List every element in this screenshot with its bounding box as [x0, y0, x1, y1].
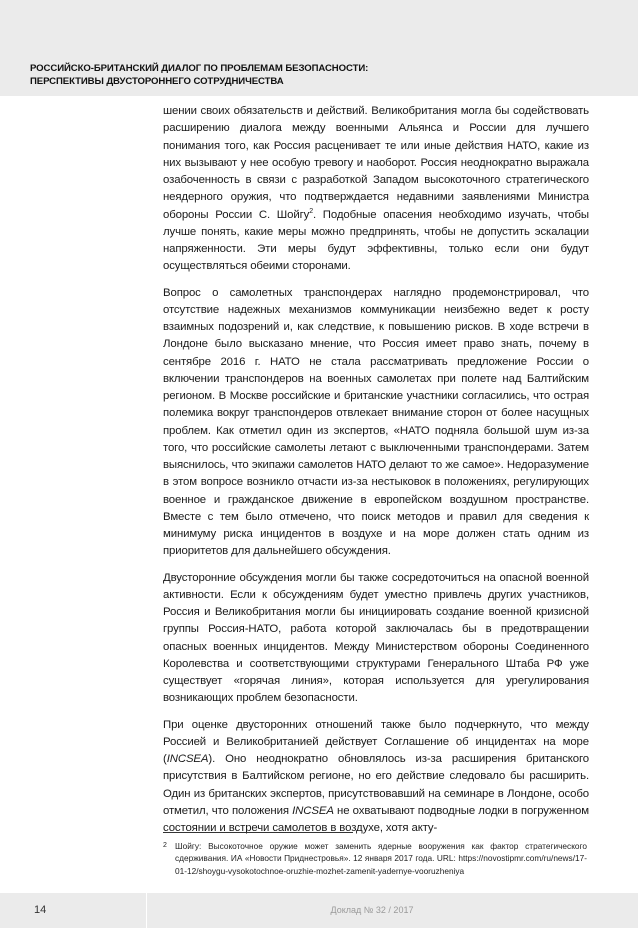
paragraph-2: Вопрос о самолетных транспондерах наглядно продемонстрировал, что отсутствие надежных механизмов коммуникации неизбежно ведет к росту взаимных подозрений и, как следствие, к повышению рисков. В ходе встречи в Лондоне было высказано мнение, что Россия имеет право знать, почему в сентябре 2016 г. НАТО не стала рассматривать предложение России о включении транспондеров на военных самолетах при полете над Балтийским регионом. В Москве российские и британские участники согласились, что острая полемика вокруг транспондеров отвлекает внимание сторон от более насущных проблем. Как отметил один из экспертов, «НАТО подняла большой шум из-за того, что российские самолеты летают с выключенными транспондерами. Затем выяснилось, что экипажи самолетов НАТО делают то же самое». Недоразумение в этом вопросе возникло отчасти из-за нестыковок в положениях, регулирующих военное и гражданское движение в европейском воздушном пространстве. Вместе с тем было отмечено, что поиск методов и правил для сведения к минимуму риска инцидентов в воздухе и на море должен стать одним из приоритетов для дальнейшего обсуждения.: [163, 286, 589, 558]
running-head: [30, 62, 450, 88]
footnote-text: Шойгу: Высокоточное оружие может заменить ядерные вооружения как фактор стратегического сдерживания. ИА «Новости Приднестровья». 12 января 2017 года. URL: https://novostipmr.com/ru/news/17-01-12/shoygu-vysokotochnoe-oruzhie-mozhet-zamenit-yadernye-vooruzheniya: [175, 841, 587, 876]
running-head-line-1: РОССИЙСКО-БРИТАНСКИЙ ДИАЛОГ ПО ПРОБЛЕМАМ БЕЗОПАСНОСТИ:: [30, 63, 369, 74]
incsea-term: INCSEA: [166, 753, 209, 765]
footnote-reference-2: 2: [309, 207, 313, 215]
report-label: Доклад № 32 / 2017: [330, 905, 414, 915]
incsea-term: INCSEA: [292, 804, 334, 817]
running-head-line-2: ПЕРСПЕКТИВЫ ДВУСТОРОННЕГО СОТРУДНИЧЕСТВА: [30, 76, 284, 87]
page-number: 14: [34, 904, 47, 916]
paragraph-4-text-c: не охватывают подводные лодки в погруженном состоянии и встречи самолетов в воздухе, хотя акту-: [163, 804, 589, 834]
paragraph-1-text-a: шении своих обязательств и действий. Великобритания могла бы содействовать расширению диалога между военными Альянса и России для лучшего понимания того, как Россия расценивает те или иные действия НАТО, какие из них вызывают у нее особую тревогу и наоборот. Россия неоднократно выражала озабоченность в связи с разработкой Западом высокоточного стратегического неядерного оружия, что подтверждается недавними заявлениями Министра обороны России С. Шойгу: [163, 105, 589, 221]
paragraph-3: Двусторонние обсуждения могли бы также сосредоточиться на опасной военной активности. Если к обсуждениям будет уместно привлечь других участников, Россия и Великобритания могли бы инициировать создание военной кризисной группы Россия-НАТО, работа которой заключалась бы в предотвращении опасных военных инцидентов. Между Министерством обороны Соединенного Королевства и соответствующими структурами Генерального Штаба РФ уже существует «горячая линия», которая используется для урегулирования возникающих проблем безопасности.: [163, 571, 589, 705]
footnote: [163, 840, 589, 877]
footnote-number: 2: [163, 842, 167, 849]
footnote-divider: [163, 832, 353, 833]
paragraph-1: [163, 103, 589, 276]
paragraph-4: [163, 717, 589, 838]
paragraph-4-text-b: ). Оно неоднократно обновлялось из-за расширения британского присутствия в Балтийском регионе, но его действие следовало бы расширить. Один из британских экспертов, присутствовавший на семинаре в Лондоне, особо отметил, что положения: [163, 753, 589, 817]
main-text: [163, 103, 589, 846]
paragraph-4-text-a: При оценке двусторонних отношений также было подчеркнуто, что между Россией и Великобританией действует Соглашение об инцидентах на море (: [163, 718, 589, 765]
paragraph-1-text-b: . Подобные опасения необходимо изучать, чтобы лучше понять, какие меры можно предпринять, чтобы не допустить эскалации напряженности. Эти меры будут эффективны, только если они будут осуществляться обеими сторонами.: [163, 208, 589, 273]
